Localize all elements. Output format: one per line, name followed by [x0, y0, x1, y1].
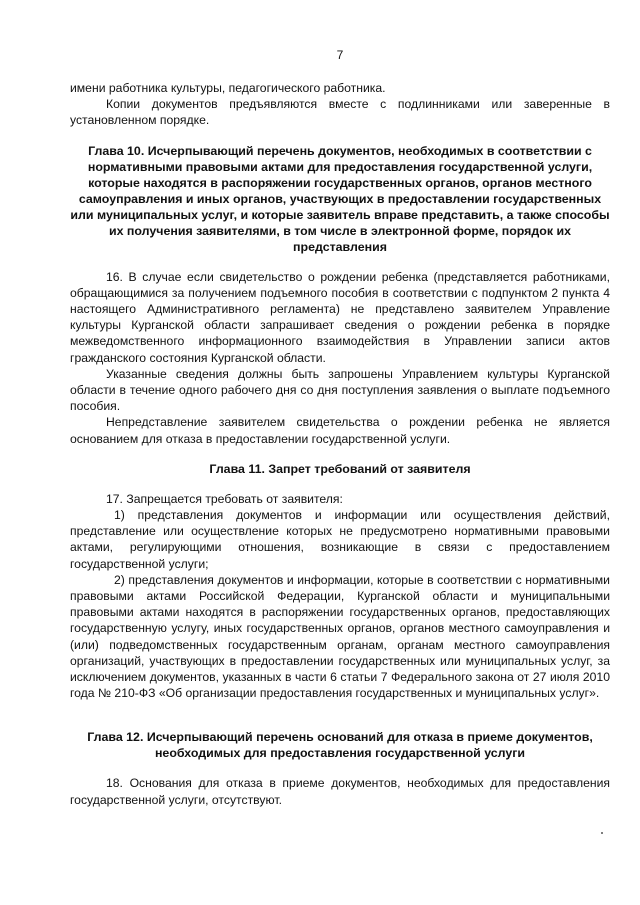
paragraph-18: 18. Основания для отказа в приеме документов, необходимых для предоставления государственной услуги, отсутствуют.	[70, 776, 610, 807]
copies-paragraph: Копии документов предъявляются вместе с подлинниками или заверенные в установленном порядке.	[70, 97, 610, 128]
chapter-11-title: Глава 11. Запрет требований от заявителя	[209, 461, 471, 476]
intro-line: имени работника культуры, педагогического работника.	[70, 81, 386, 95]
non-submission-paragraph: Непредставление заявителем свидетельства о рождении ребенка не является основанием для отказа в предоставлении государственной услуги.	[70, 415, 610, 446]
list-item-2: 2) представления документов и информации, которые в соответствии с нормативными правовыми актами Российской Федерации, Курганской области и муниципальными правовыми актами находятся в распоряжении государственных органов, предоставляющих государственную услугу, иных государственных органов, органов местного самоуправления и (или) подведомственных государственным органам, органам местного самоуправления организаций, участвующих в предоставлении государственных или муниципальных услуг, за исключением документов, указанных в части 6 статьи 7 Федерального закона от 27 июля 2010 года № 210-ФЗ «Об организации предоставления государственных и муниципальных услуг».	[70, 572, 610, 701]
list-item-1: 1) представления документов и информации или осуществления действий, представление или осуществление которых не предусмотрено нормативными правовыми актами, регулирующими отношения, возникающие в связи с предоставлением государственной услуги;	[70, 508, 610, 571]
info-request-paragraph: Указанные сведения должны быть запрошены Управлением культуры Курганской области в течение одного рабочего дня со дня поступления заявления о выплате подъемного пособия.	[70, 366, 610, 414]
scan-speck	[601, 832, 603, 834]
page-number: 7	[336, 48, 344, 62]
chapter-12-title: Глава 12. Исчерпывающий перечень оснований для отказа в приеме документов, необходимых для предоставления государственной услуги	[87, 730, 593, 761]
paragraph-17: 17. Запрещается требовать от заявителя:	[106, 491, 343, 506]
chapter-10-title: Глава 10. Исчерпывающий перечень документов, необходимых в соответствии с нормативными правовыми актами для предоставления государственной услуги, которые находятся в распоряжении государственных органов, органов местного самоуправления и иных органов, участвующих в предоставлении государственных или муниципальных услуг, и которые заявитель вправе представить, а также способы их получения заявителями, в том числе в электронной форме, порядок их представления	[70, 143, 610, 254]
paragraph-16: 16. В случае если свидетельство о рождении ребенка (представляется работниками, обращающимися за получением подъемного пособия в соответствии с подпунктом 2 пункта 4 настоящего Административного регламента) не представлено заявителем Управление культуры Курганской области запрашивает сведения о рождении ребенка в порядке межведомственного информационного взаимодействия в Управлении записи актов гражданского состояния Курганской области.	[70, 269, 610, 365]
